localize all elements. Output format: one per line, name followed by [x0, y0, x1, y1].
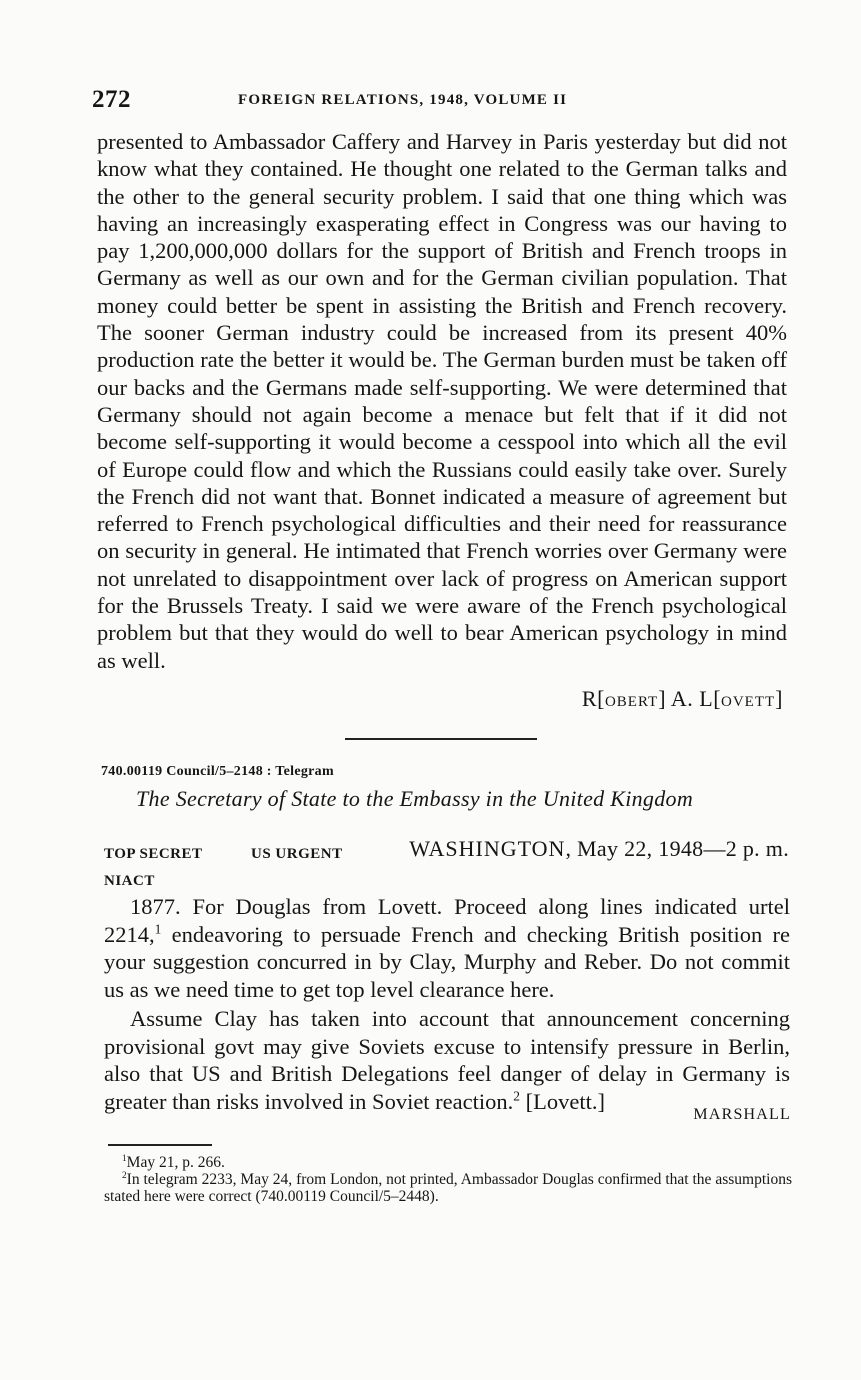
- classification: TOP SECRET: [104, 846, 203, 862]
- running-head: FOREIGN RELATIONS, 1948, VOLUME II: [238, 92, 568, 108]
- page-number: 272: [92, 86, 131, 113]
- footnote-1: [104, 1154, 792, 1171]
- section-divider: [345, 738, 537, 740]
- document-1-signature: R[OBERT] A. L[OVETT]: [581, 686, 783, 711]
- signature-middle: A.: [670, 686, 694, 711]
- document-2-body: [104, 893, 790, 1115]
- signature-first-rest: OBERT: [604, 694, 659, 710]
- paragraph-2-text-a: Assume Clay has taken into account that announcement concerning provisional govt may give Soviets excuse to intensify pressure in Berlin, also that US and British Delegations feel danger of delay in Germany is greater than risks involved in Soviet reaction.: [104, 1006, 790, 1114]
- signature-last-initial: L: [699, 686, 714, 711]
- dateline-place: WASHINGTON: [409, 836, 566, 861]
- document-1-body: [97, 128, 787, 674]
- paragraph-2-text-b: [Lovett.]: [520, 1088, 605, 1114]
- footnote-ref-1: 1: [154, 921, 162, 936]
- footnotes: [104, 1154, 792, 1205]
- dateline: [409, 836, 789, 862]
- document-2-signature: MARSHALL: [693, 1106, 791, 1123]
- dateline-date: , May 22, 1948—2 p. m.: [565, 836, 789, 861]
- signature-last-rest: OVETT: [721, 694, 776, 710]
- paragraph-1-text-b: endeavoring to persuade French and checking British position re your suggestion concurred in by Clay, Murphy and Reber. Do not commit us as we need time to get top level clearance here.: [104, 921, 790, 1002]
- footnote-2: [104, 1171, 792, 1205]
- page-header: [92, 86, 812, 116]
- file-number: 740.00119 Council/5–2148 : Telegram: [101, 764, 334, 779]
- footnote-ref-2: 2: [513, 1088, 521, 1103]
- telegram-paragraph-1: [104, 893, 790, 1003]
- footnote-divider: [108, 1144, 212, 1146]
- footnote-mark-1: 1: [122, 1153, 127, 1164]
- footnote-2-text: In telegram 2233, May 24, from London, not printed, Ambassador Douglas confirmed that the assumptions stated here were correct (740.00119 Council/5–2448).: [104, 1171, 792, 1205]
- footnote-1-text: May 21, p. 266.: [126, 1154, 225, 1171]
- paragraph-1-text-a: 1877. For Douglas from Lovett. Proceed along lines indicated urtel 2214,: [104, 894, 790, 947]
- document-title: The Secretary of State to the Embassy in the United Kingdom: [136, 786, 694, 811]
- precedence: US URGENT: [251, 846, 343, 862]
- niact-marking: NIACT: [104, 873, 155, 889]
- telegram-paragraph-2: [104, 1005, 790, 1115]
- footnote-mark-2: 2: [122, 1170, 127, 1181]
- document-1-paragraph: presented to Ambassador Caffery and Harvey in Paris yesterday but did not know what they contained. He thought one related to the German talks and the other to the general security problem. I said that one thing which was having an increasingly exasperating effect in Congress was our having to pay 1,200,000,000 dollars for the support of British and French troops in Germany as well as our own and for the German civilian population. That money could better be spent in assisting the British and French recovery. The sooner German industry could be increased from its present 40% production rate the better it would be. The German burden must be taken off our backs and the Germans made self-supporting. We were determined that Germany should not again become a menace but felt that if it did not become self-supporting it would become a cesspool into which all the evil of Europe could flow and which the Russians could easily take over. Surely the French did not want that. Bonnet indicated a measure of agreement but referred to French psychological difficulties and their need for reassurance on security in general. He intimated that French worries over Germany were not unrelated to disappointment over lack of progress on American support for the Brussels Treaty. I said we were aware of the French psychological problem but that they would do well to bear American psychology in mind as well.: [97, 129, 787, 673]
- signature-first-initial: R: [581, 686, 598, 711]
